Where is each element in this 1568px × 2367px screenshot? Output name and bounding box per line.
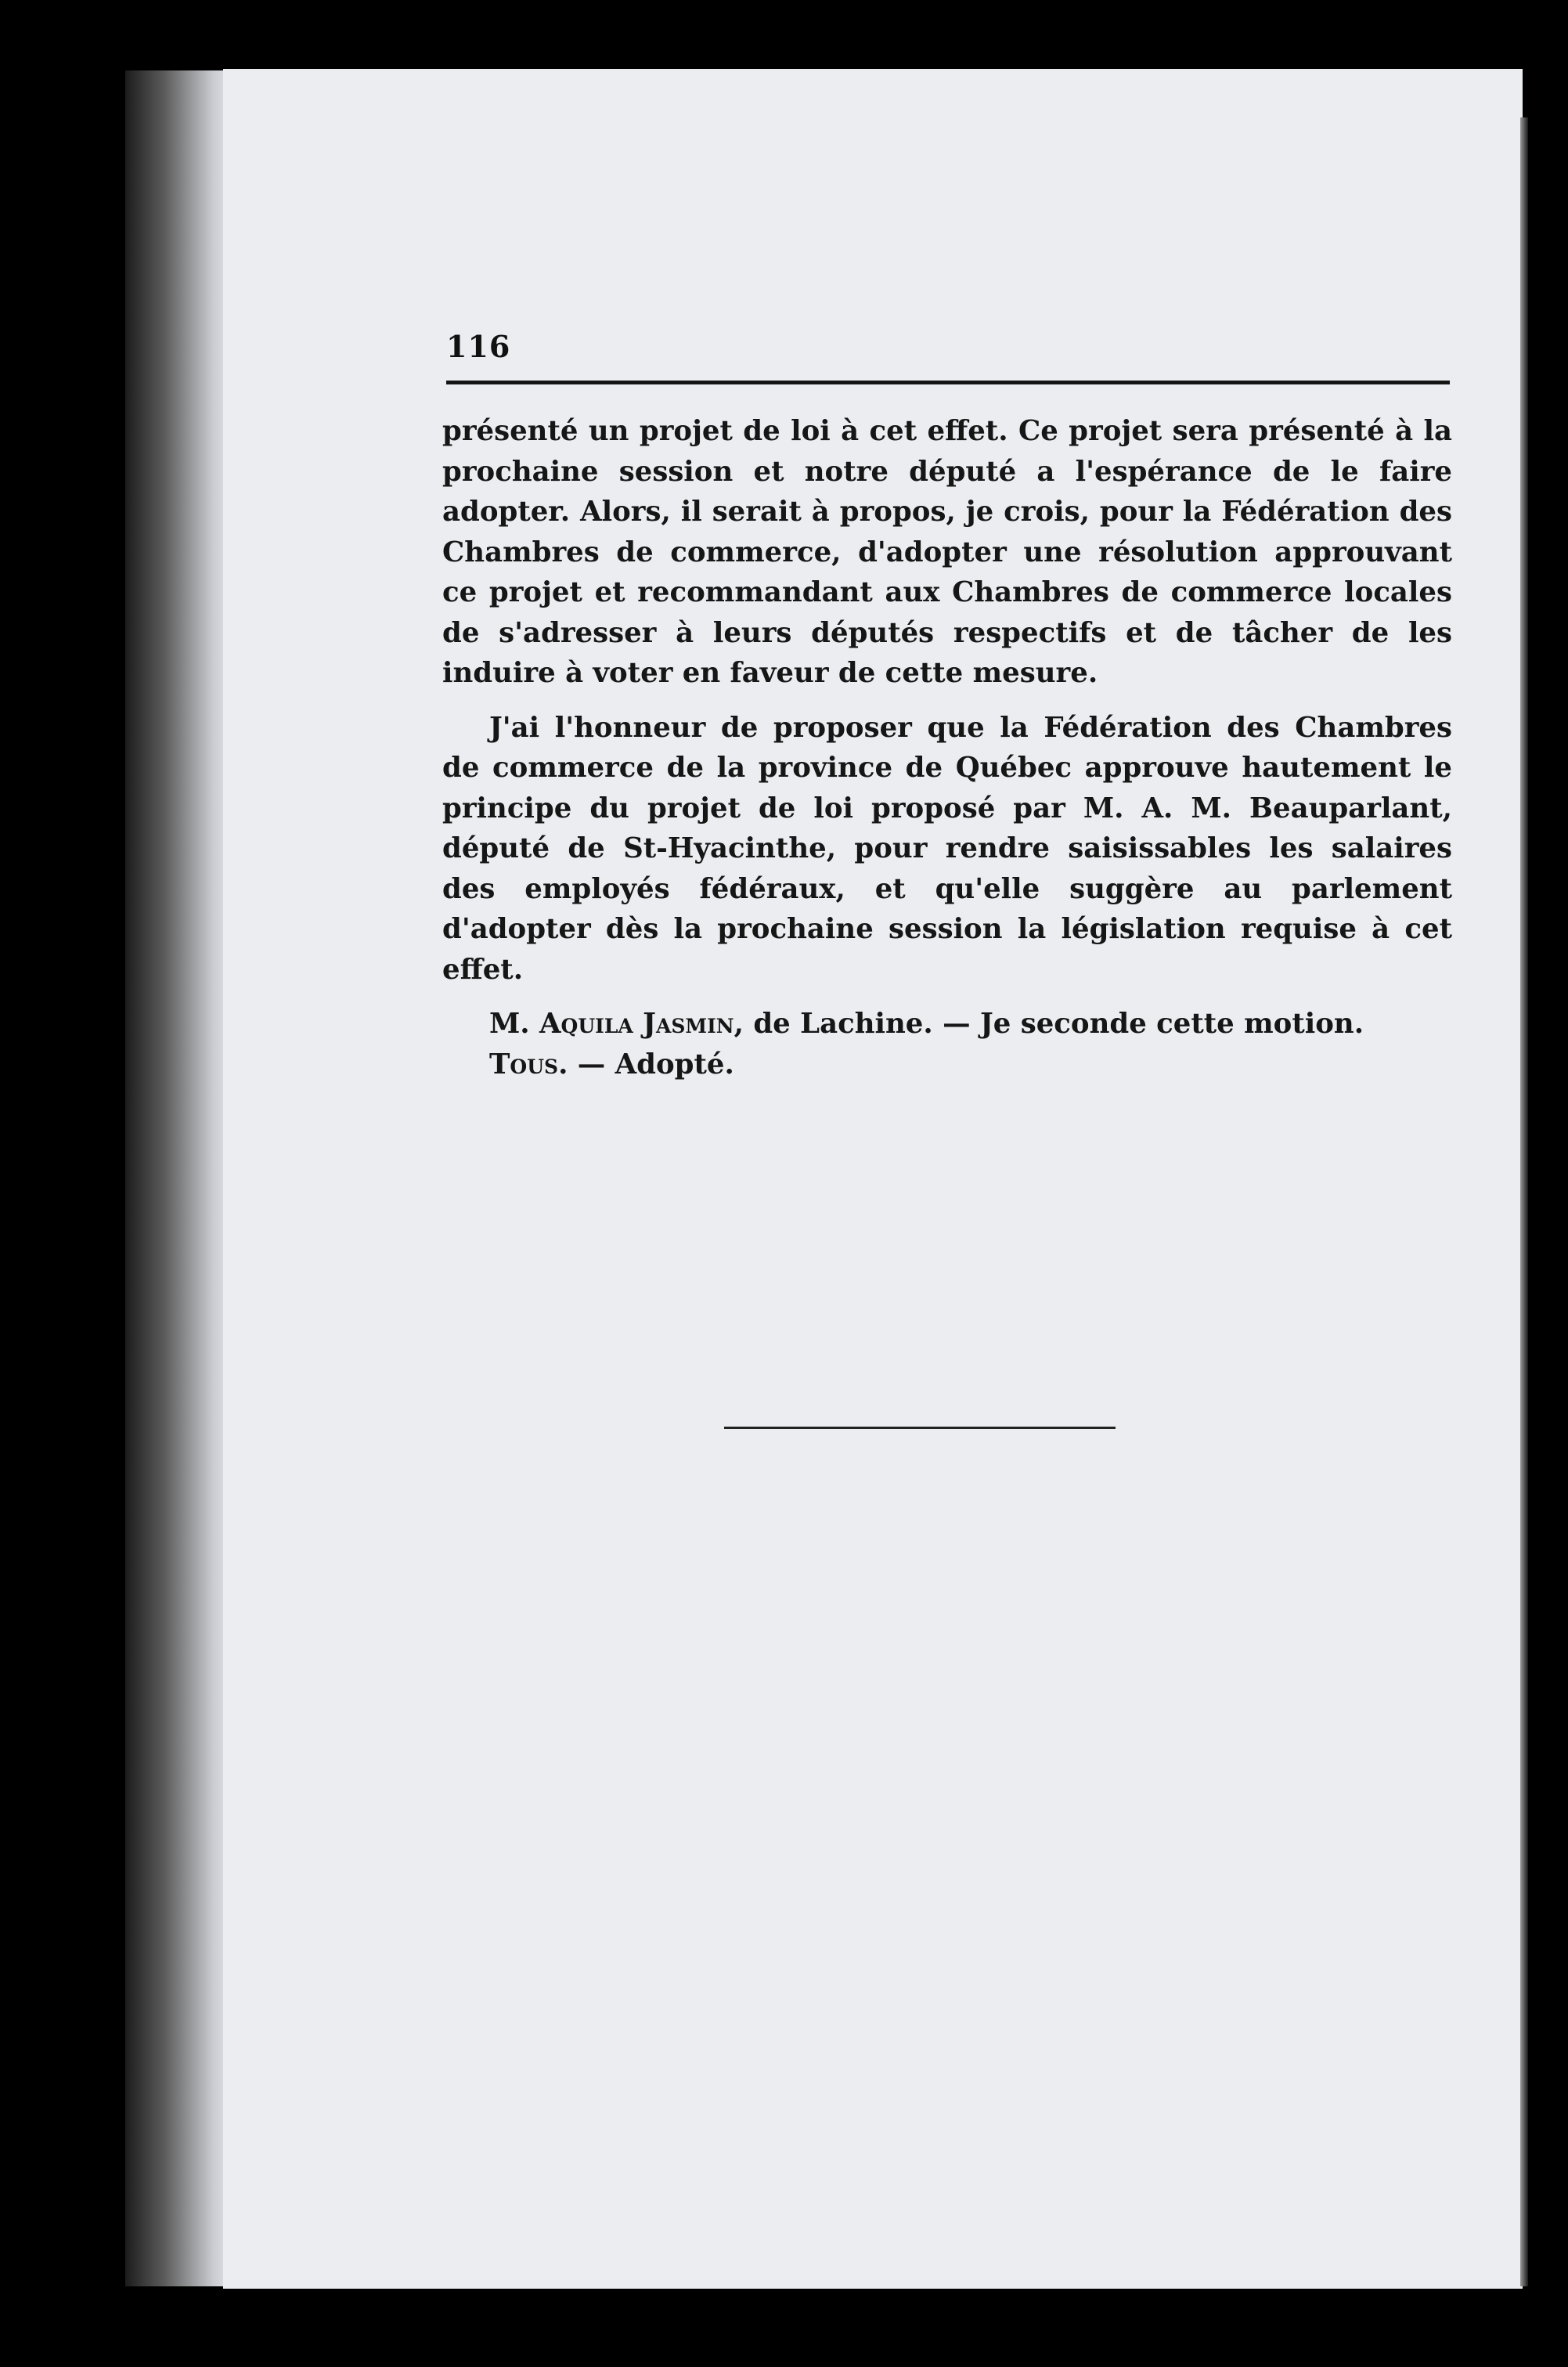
motion-seconding bbox=[442, 1004, 1452, 1045]
body-text bbox=[442, 411, 1452, 1084]
vote-outcome: . — Adopté. bbox=[558, 1048, 734, 1081]
speaker-prefix: M. bbox=[489, 1008, 530, 1040]
book-page bbox=[223, 69, 1523, 2289]
paragraph-continued: présenté un projet de loi à cet effet. Ce projet sera présenté à la prochaine session et notre député a l'espérance de le faire adopter. Alors, il serait à propos, je crois, pour la Fédération des Chambres de commerce, d'adopter une résolution approuvant ce projet et recommandant aux Chambres de commerce locales de s'adresser à leurs députés respectifs et de tâcher de les induire à voter en faveur de cette mesure. bbox=[442, 415, 1452, 689]
page-right-edge bbox=[1520, 117, 1528, 2286]
section-end-rule bbox=[724, 1427, 1116, 1429]
speaker-statement: , de Lachine. — Je seconde cette motion. bbox=[734, 1008, 1364, 1040]
header-rule bbox=[446, 381, 1450, 384]
page-number: 116 bbox=[446, 329, 511, 364]
page-gutter-shadow bbox=[125, 70, 235, 2286]
speaker-name: Aquila Jasmin bbox=[539, 1008, 734, 1040]
vote-label: Tous bbox=[489, 1048, 559, 1081]
paragraph-proposal: J'ai l'honneur de proposer que la Fédération des Chambres de commerce de la province de Québec approuve hautement le principe du projet de loi proposé par M. A. M. Beauparlant, député de St-Hyacinthe, pour rendre saisissables les salaires des employés fédéraux, et qu'elle suggère au parlement d'adopter dès la prochaine session la législation requise à cet effet. bbox=[442, 711, 1452, 986]
vote-result bbox=[442, 1045, 1452, 1085]
